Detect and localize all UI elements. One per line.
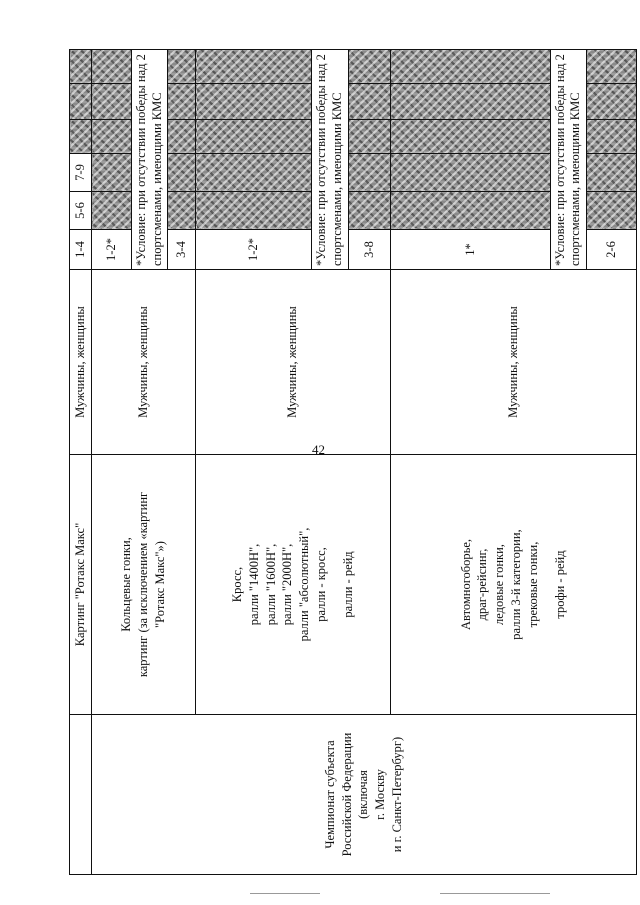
group-1-rank-row (92, 50, 132, 875)
hatched-cell (70, 120, 92, 154)
rotated-rank-table (69, 50, 635, 875)
hatched-cell (348, 154, 390, 192)
group-3-rank-top: 1* (390, 230, 550, 270)
hatched-cell (196, 192, 312, 230)
hatched-cell (348, 192, 390, 230)
hatched-cell (92, 84, 132, 120)
group-1-rank-top: 1-2* (92, 230, 132, 270)
scan-artifact (250, 893, 320, 894)
hatched-cell (586, 120, 636, 154)
group-1-discipline: Кольцевые гонки, картинг (за исключением «картинг "Ротакс Макс"») (92, 455, 196, 715)
hatched-cell (348, 50, 390, 84)
group-3-participants: Мужчины, женщины (390, 270, 636, 455)
group-2-participants: Мужчины, женщины (196, 270, 390, 455)
hatched-cell (348, 84, 390, 120)
header-place-1: 1-4 (70, 230, 92, 270)
hatched-cell (196, 50, 312, 84)
hatched-cell (168, 154, 196, 192)
rank-table (69, 49, 637, 875)
header-place-3: 7-9 (70, 154, 92, 192)
header-place-2: 5-6 (70, 192, 92, 230)
group-3-discipline: Автомногоборье, драг-рейсинг, ледовые гонки, ралли 3-й категории, трековые гонки, трофи - рейд (390, 455, 636, 715)
header-participants: Мужчины, женщины (70, 270, 92, 455)
hatched-cell (390, 120, 550, 154)
hatched-cell (196, 84, 312, 120)
hatched-cell (586, 50, 636, 84)
group-2-condition: *Условие: при отсутствии победы над 2 спортсменами, имеющими КМС (312, 50, 348, 270)
hatched-cell (586, 192, 636, 230)
group-1-participants: Мужчины, женщины (92, 270, 196, 455)
group-2-rank-bottom: 3-8 (348, 230, 390, 270)
hatched-cell (92, 50, 132, 84)
header-row (70, 50, 92, 875)
hatched-cell (70, 84, 92, 120)
hatched-cell (196, 154, 312, 192)
hatched-cell (586, 154, 636, 192)
hatched-cell (70, 50, 92, 84)
hatched-cell (390, 154, 550, 192)
hatched-cell (348, 120, 390, 154)
hatched-cell (168, 120, 196, 154)
group-3-rank-bottom: 2-6 (586, 230, 636, 270)
hatched-cell (168, 84, 196, 120)
group-2-discipline: Кросс, ралли "1400Н", ралли "1600Н", ралли "2000Н", ралли "абсолютный", ралли - кросс, ралли - рейд (196, 455, 390, 715)
group-3-condition: *Условие: при отсутствии победы над 2 спортсменами, имеющими КМС (550, 50, 586, 270)
scan-artifact (440, 893, 550, 894)
hatched-cell (92, 154, 132, 192)
header-blank-cell (70, 715, 92, 875)
group-2-rank-top: 1-2* (196, 230, 312, 270)
hatched-cell (168, 50, 196, 84)
hatched-cell (390, 50, 550, 84)
hatched-cell (196, 120, 312, 154)
hatched-cell (390, 84, 550, 120)
hatched-cell (390, 192, 550, 230)
hatched-cell (586, 84, 636, 120)
hatched-cell (92, 192, 132, 230)
hatched-cell (168, 192, 196, 230)
header-discipline: Картинг "Ротакс Макс" (70, 455, 92, 715)
page-number: 42 (312, 442, 325, 457)
hatched-cell (92, 120, 132, 154)
group-1-rank-bottom: 3-4 (168, 230, 196, 270)
championship-label: Чемпионат субъекта Российской Федерации (включая г. Москву и г. Санкт-Петербург) (92, 715, 637, 875)
group-1-condition: *Условие: при отсутствии победы над 2 спортсменами, имеющими КМС (132, 50, 168, 270)
